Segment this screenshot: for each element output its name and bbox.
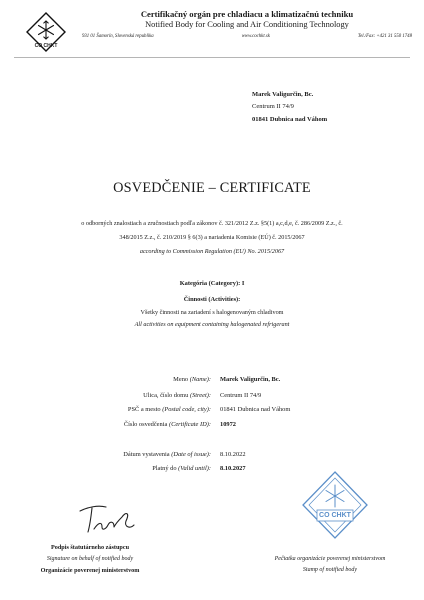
org-phone: Tel./Fax: +421 31 550 1748 — [357, 34, 412, 39]
stamp-text: CO CHKT — [319, 512, 351, 519]
field-label-en: (Certificate ID): — [168, 421, 211, 428]
field-label: Dátum vystavenia — [123, 451, 170, 458]
org-contacts — [82, 34, 412, 39]
org-name: Certifikačný orgán pre chladiacu a klimatizačnú techniku — [140, 9, 354, 19]
category-value: I — [241, 280, 245, 287]
field-row-certificate-id — [0, 421, 424, 433]
field-label-en: (Date of issue): — [171, 451, 211, 458]
org-subtitle: Notified Body for Cooling and Air Conditioning Technology — [145, 20, 349, 29]
activities-en: All activities on equipment containing halogenated refrigerant — [134, 321, 290, 328]
field-label: Platný do — [152, 465, 177, 472]
handwritten-signature — [76, 499, 138, 537]
field-value-street: Centrum II 74/9 — [220, 392, 262, 399]
field-row-name — [0, 376, 424, 388]
addressee-street: Centrum II 74/9 — [252, 103, 294, 111]
activities-label: Činnosti (Activities): — [183, 296, 241, 303]
field-label: Ulica, číslo domu — [143, 392, 189, 399]
legal-basis-en: according to Commission Regulation (EU) No. 2015/2067 — [139, 248, 285, 255]
legal-basis-line2: 348/2015 Z.z., č. 210/2019 § 6(3) a nariadenia Komisie (EÚ) č. 2015/2067 — [119, 234, 305, 241]
field-value-valid-until: 8.10.2027 — [220, 465, 246, 472]
field-label-en: (Name): — [189, 376, 211, 383]
org-website: www.cochkt.sk — [241, 34, 270, 39]
field-label-en: (Valid until): — [178, 465, 211, 472]
field-row-postal — [0, 406, 424, 418]
field-value-date-of-issue: 8.10.2022 — [220, 451, 246, 458]
category — [0, 280, 424, 287]
activities-sk: Všetky činnosti na zariadení s halogenovaným chladivom — [140, 309, 284, 316]
signature-title: Podpis štatutárneho zástupcu — [50, 544, 130, 551]
header-divider — [14, 57, 410, 58]
field-value-postal: 01841 Dubnica nad Váhom — [220, 406, 291, 413]
stamp-caption-en: Stamp of notified body — [302, 567, 358, 573]
field-label-en: (Street): — [189, 392, 211, 399]
field-label: Číslo osvedčenia — [123, 421, 168, 428]
field-label-en: (Postal code, city): — [162, 406, 211, 413]
field-label: Meno — [173, 376, 189, 383]
signature-org: Organizácie poverenej ministerstvom — [40, 567, 140, 574]
addressee-city: 01841 Dubnica nad Váhom — [252, 115, 328, 123]
field-value-certificate-id: 10972 — [220, 421, 236, 428]
field-row-date-of-issue — [0, 451, 424, 463]
addressee-block — [252, 89, 327, 126]
official-stamp — [300, 469, 370, 541]
legal-basis — [24, 217, 400, 259]
category-label: Kategória (Category): — [179, 280, 241, 287]
field-value-name: Marek Valigurčin, Bc. — [220, 376, 281, 383]
org-address: 931 01 Šamorín, Slovenská republika — [82, 34, 154, 39]
signature-subtitle: Signature on behalf of notified body — [46, 556, 134, 562]
stamp-caption-sk: Pečiatka organizácie poverenej ministerstvom — [274, 556, 386, 562]
field-row-street — [0, 392, 424, 404]
addressee-name: Marek Valigurčin, Bc. — [252, 91, 314, 98]
legal-basis-line1: o odborných znalostiach a zručnostiach podľa zákonov č. 321/2012 Z.z. §5(1) a,c,d,e, č. 286/2009 Z.z., č. — [81, 220, 343, 227]
logo-text: CO CHKT — [34, 43, 58, 49]
field-label: PSČ a mesto — [127, 406, 161, 413]
certificate-title: OSVEDČENIE – CERTIFICATE — [113, 180, 311, 196]
